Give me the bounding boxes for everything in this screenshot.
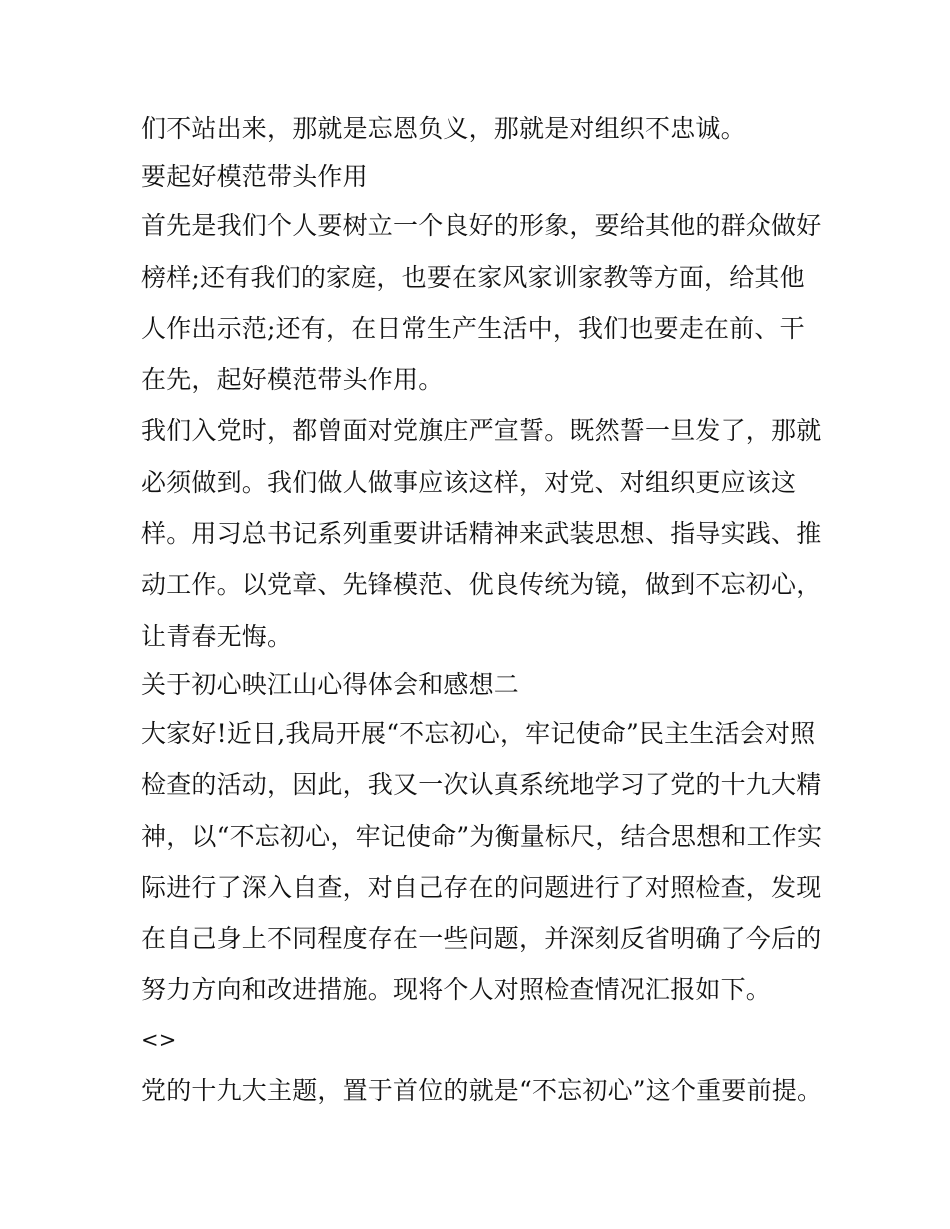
paragraph-line: 努力方向和改进措施。现将个人对照检查情况汇报如下。 (141, 975, 772, 1005)
paragraph-line: 在先，起好模范带头作用。 (141, 365, 444, 395)
paragraph-line: 在自己身上不同程度存在一些问题，并深刻反省明确了今后的 (141, 924, 822, 954)
paragraph-line: 让青春无悔。 (141, 621, 293, 651)
paragraph-line: 我们入党时，都曾面对党旗庄严宣誓。既然誓一旦发了，那就 (141, 416, 822, 446)
paragraph-line: 大家好!近日,我局开展“不忘初心，牢记使命”民主生活会对照 (141, 718, 816, 748)
paragraph-line: 必须做到。我们做人做事应该这样，对党、对组织更应该这 (141, 467, 797, 497)
paragraph-line: 人作出示范;还有，在日常生产生活中，我们也要走在前、干 (141, 313, 805, 343)
paragraph-line: 际进行了深入自查，对自己存在的问题进行了对照检查，发现 (141, 872, 822, 902)
paragraph-line: 神，以“不忘初心，牢记使命”为衡量标尺，结合思想和工作实 (141, 821, 823, 851)
document-body (141, 103, 831, 1116)
paragraph-line: 样。用习总书记系列重要讲话精神来武装思想、指导实践、推 (141, 519, 822, 549)
paragraph-line: 们不站出来，那就是忘恩负义，那就是对组织不忠诚。 (141, 114, 746, 143)
placeholder-marker: <> (141, 1027, 177, 1052)
paragraph-line: 榜样;还有我们的家庭，也要在家风家训家教等方面，给其他 (141, 262, 805, 292)
section-heading: 关于初心映江山心得体会和感想二 (141, 669, 520, 699)
paragraph-line: 动工作。以党章、先锋模范、优良传统为镜，做到不忘初心， (141, 570, 822, 600)
paragraph-line: 首先是我们个人要树立一个良好的形象，要给其他的群众做好 (141, 211, 822, 241)
paragraph-line: 党的十九大主题，置于首位的就是“不忘初心”这个重要前提。 (141, 1075, 823, 1105)
section-heading: 要起好模范带头作用 (141, 162, 368, 192)
paragraph-line: 检查的活动，因此，我又一次认真系统地学习了党的十九大精 (141, 770, 822, 800)
